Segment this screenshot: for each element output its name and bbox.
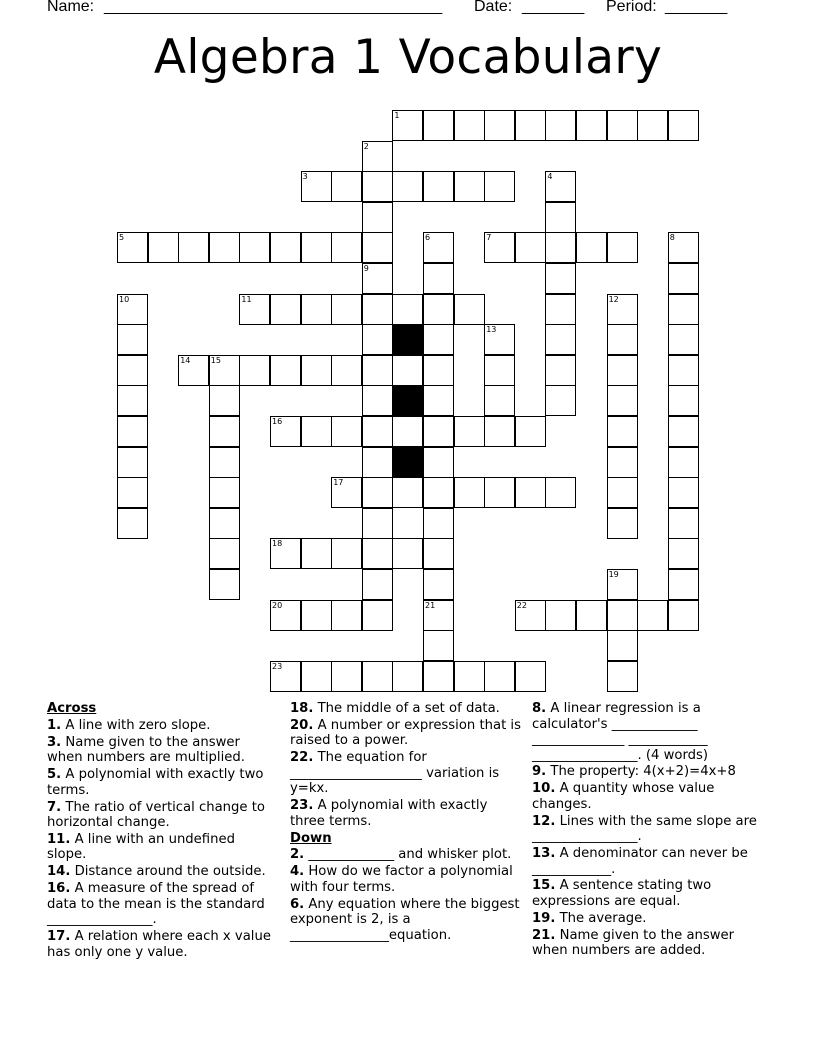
clue	[532, 928, 762, 959]
grid-cell[interactable]	[392, 416, 423, 447]
date-label: Date:	[474, 0, 513, 15]
grid-cell[interactable]	[607, 355, 638, 386]
clue-number: 23	[272, 661, 283, 671]
clue-number-label: 14.	[47, 864, 71, 880]
black-cell	[392, 385, 423, 416]
black-cell	[392, 324, 423, 355]
grid-cell[interactable]	[331, 538, 362, 569]
grid-cell[interactable]	[607, 232, 638, 263]
grid-cell[interactable]	[515, 232, 546, 263]
grid-cell[interactable]	[362, 477, 393, 508]
grid-cell[interactable]	[117, 416, 148, 447]
grid-cell[interactable]	[209, 385, 240, 416]
grid-cell[interactable]	[515, 477, 546, 508]
clue	[47, 800, 277, 831]
clue-number: 6	[425, 233, 431, 243]
clue-number: 4	[547, 172, 553, 182]
grid-cell[interactable]	[117, 508, 148, 539]
clue	[290, 847, 524, 863]
clue-number: 5	[119, 233, 125, 243]
grid-cell[interactable]	[423, 447, 454, 478]
student-info-header	[0, 0, 816, 20]
grid-cell[interactable]	[331, 600, 362, 631]
clue-text: The ratio of vertical change to horizontal change.	[47, 799, 265, 831]
clue-number-label: 7.	[47, 799, 62, 815]
grid-cell[interactable]	[239, 355, 270, 386]
clue-text: The property: 4(x+2)=4x+8	[550, 764, 736, 780]
grid-cell[interactable]	[362, 171, 393, 202]
grid-cell[interactable]	[117, 385, 148, 416]
clue-column-2	[290, 701, 524, 945]
clue-column-1	[47, 701, 277, 962]
grid-cell[interactable]	[362, 202, 393, 233]
grid-cell[interactable]	[331, 294, 362, 325]
clue-number-label: 10.	[532, 781, 556, 797]
clue	[290, 701, 524, 717]
grid-cell[interactable]	[454, 661, 485, 692]
grid-cell[interactable]	[668, 324, 699, 355]
grid-cell[interactable]	[362, 538, 393, 569]
grid-cell[interactable]	[301, 661, 332, 692]
clue	[290, 864, 524, 895]
grid-cell[interactable]	[423, 110, 454, 141]
grid-cell[interactable]	[270, 294, 301, 325]
grid-cell[interactable]	[607, 508, 638, 539]
grid-cell[interactable]	[607, 630, 638, 661]
grid-cell[interactable]	[331, 355, 362, 386]
grid-cell[interactable]	[362, 355, 393, 386]
grid-cell[interactable]	[545, 294, 576, 325]
grid-cell[interactable]	[423, 263, 454, 294]
clue	[47, 735, 277, 766]
grid-cell[interactable]	[484, 477, 515, 508]
grid-cell[interactable]	[392, 661, 423, 692]
grid-cell[interactable]	[668, 569, 699, 600]
grid-cell[interactable]	[423, 538, 454, 569]
grid-cell[interactable]	[545, 263, 576, 294]
clue	[290, 718, 524, 749]
clue-text: A line with zero slope.	[65, 717, 211, 733]
clue-number-label: 19.	[532, 910, 556, 926]
grid-cell[interactable]	[607, 600, 638, 631]
clue-text: A polynomial with exactly three terms.	[290, 798, 488, 829]
clue-text: Name given to the answer when numbers are multiplied.	[47, 734, 245, 766]
clue-number-label: 17.	[47, 929, 71, 945]
clue-text: The middle of a set of data.	[317, 701, 500, 716]
clue	[47, 929, 277, 960]
grid-cell[interactable]	[545, 232, 576, 263]
name-field[interactable]: ______________________________________	[104, 0, 443, 15]
grid-cell[interactable]	[668, 508, 699, 539]
grid-cell[interactable]	[209, 416, 240, 447]
grid-cell[interactable]	[423, 416, 454, 447]
grid-cell[interactable]	[545, 600, 576, 631]
clue-number: 2	[363, 141, 369, 151]
clue	[532, 846, 762, 877]
clue-text: A measure of the spread of data to the mean is the standard ________________.	[47, 881, 265, 928]
grid-cell[interactable]	[148, 232, 179, 263]
grid-cell[interactable]	[331, 171, 362, 202]
clue-number-label: 20.	[290, 717, 314, 733]
clue	[532, 701, 762, 763]
grid-cell[interactable]	[392, 355, 423, 386]
grid-cell[interactable]	[668, 600, 699, 631]
clue-number: 20	[272, 600, 283, 610]
clue-number-label: 9.	[532, 764, 547, 780]
grid-cell[interactable]	[362, 324, 393, 355]
clue-number: 9	[363, 264, 369, 273]
across-heading: Across	[47, 701, 97, 716]
grid-cell[interactable]	[392, 538, 423, 569]
grid-cell[interactable]	[668, 416, 699, 447]
grid-cell[interactable]	[607, 385, 638, 416]
clue-text: Distance around the outside.	[74, 864, 266, 880]
grid-cell[interactable]	[484, 661, 515, 692]
grid-cell[interactable]	[209, 447, 240, 478]
grid-cell[interactable]	[545, 477, 576, 508]
grid-cell[interactable]	[454, 477, 485, 508]
grid-cell[interactable]	[607, 324, 638, 355]
grid-cell[interactable]	[423, 385, 454, 416]
grid-cell[interactable]	[423, 630, 454, 661]
clue-number-label: 2.	[290, 847, 305, 863]
name-label: Name:	[47, 0, 95, 15]
grid-cell[interactable]	[362, 385, 393, 416]
grid-cell[interactable]	[545, 324, 576, 355]
grid-cell[interactable]	[209, 538, 240, 569]
grid-cell[interactable]	[576, 232, 607, 263]
clue	[47, 832, 277, 863]
grid-cell[interactable]	[423, 508, 454, 539]
grid-cell[interactable]	[209, 508, 240, 539]
grid-cell[interactable]	[392, 171, 423, 202]
clue-text: A sentence stating two expressions are equal.	[532, 878, 712, 909]
clue-text: A denominator can never be ____________.	[532, 846, 748, 877]
grid-cell[interactable]	[331, 661, 362, 692]
grid-cell[interactable]	[209, 569, 240, 600]
clue-number: 3	[302, 172, 308, 182]
clue-number-label: 16.	[47, 881, 71, 897]
grid-cell[interactable]	[484, 355, 515, 386]
grid-cell[interactable]	[637, 110, 668, 141]
date-field[interactable]: _______	[522, 0, 585, 15]
clue-number: 18	[272, 539, 283, 549]
clue-number: 14	[180, 355, 191, 365]
clue	[532, 764, 762, 780]
clue-number-label: 11.	[47, 831, 71, 847]
grid-cell[interactable]	[362, 294, 393, 325]
grid-cell[interactable]	[423, 477, 454, 508]
clue-number: 21	[425, 600, 436, 610]
grid-cell[interactable]	[117, 324, 148, 355]
grid-cell[interactable]	[270, 355, 301, 386]
period-label: Period:	[606, 0, 657, 15]
clue-number: 22	[516, 600, 527, 610]
grid-cell[interactable]	[454, 171, 485, 202]
grid-cell[interactable]	[545, 110, 576, 141]
clue-number-label: 15.	[532, 878, 556, 894]
clue	[532, 781, 762, 812]
grid-cell[interactable]	[331, 416, 362, 447]
clue	[47, 718, 277, 734]
clue-number-label: 21.	[532, 927, 556, 943]
clue	[290, 897, 524, 944]
grid-cell[interactable]	[362, 569, 393, 600]
clue-number-label: 8.	[532, 701, 547, 716]
clue-number-label: 6.	[290, 896, 305, 912]
grid-cell[interactable]	[362, 600, 393, 631]
clue-number-label: 18.	[290, 701, 314, 716]
grid-cell[interactable]	[576, 600, 607, 631]
grid-cell[interactable]	[239, 232, 270, 263]
clue-number-label: 23.	[290, 798, 314, 814]
grid-cell[interactable]	[209, 477, 240, 508]
clue-number-label: 4.	[290, 864, 305, 880]
clue-text: _____________ and whisker plot.	[308, 847, 512, 863]
clue-number: 17	[333, 478, 344, 488]
grid-cell[interactable]	[301, 416, 332, 447]
clue-text: A quantity whose value changes.	[532, 781, 715, 812]
grid-cell[interactable]	[392, 477, 423, 508]
clue	[532, 814, 762, 845]
grid-cell[interactable]	[545, 385, 576, 416]
grid-cell[interactable]	[515, 661, 546, 692]
clue-number-label: 22.	[290, 750, 314, 766]
grid-cell[interactable]	[454, 294, 485, 325]
grid-cell[interactable]	[423, 569, 454, 600]
clue	[47, 767, 277, 798]
grid-cell[interactable]	[117, 447, 148, 478]
clue-number: 15	[210, 355, 221, 365]
clue-text: A line with an undefined slope.	[47, 831, 235, 863]
grid-cell[interactable]	[178, 232, 209, 263]
grid-cell[interactable]	[423, 661, 454, 692]
grid-cell[interactable]	[484, 171, 515, 202]
clue-text: The equation for ____________________ variation is y=kx.	[290, 750, 500, 797]
clue-number: 7	[486, 233, 492, 243]
grid-cell[interactable]	[423, 171, 454, 202]
grid-cell[interactable]	[576, 110, 607, 141]
clue	[532, 878, 762, 909]
grid-cell[interactable]	[301, 232, 332, 263]
grid-cell[interactable]	[270, 232, 301, 263]
grid-cell[interactable]	[607, 661, 638, 692]
grid-cell[interactable]	[545, 202, 576, 233]
clue	[47, 864, 277, 880]
grid-cell[interactable]	[392, 294, 423, 325]
page-title: Algebra 1 Vocabulary	[153, 30, 663, 85]
grid-cell[interactable]	[637, 600, 668, 631]
clue	[532, 911, 762, 927]
down-heading: Down	[290, 830, 332, 846]
clue-number-label: 3.	[47, 734, 62, 750]
clue	[290, 798, 524, 829]
black-cell	[392, 447, 423, 478]
grid-cell[interactable]	[117, 477, 148, 508]
clue-number-label: 1.	[47, 717, 62, 733]
clue-number: 16	[272, 417, 283, 426]
grid-cell[interactable]	[545, 355, 576, 386]
period-field[interactable]: _______	[665, 0, 728, 15]
clue-number-label: 5.	[47, 767, 62, 783]
grid-cell[interactable]	[423, 324, 454, 355]
grid-cell[interactable]	[362, 661, 393, 692]
grid-cell[interactable]	[607, 110, 638, 141]
grid-cell[interactable]	[117, 355, 148, 386]
grid-cell[interactable]	[668, 355, 699, 386]
clue-text: Name given to the answer when numbers are added.	[532, 927, 735, 959]
grid-cell[interactable]	[668, 477, 699, 508]
clue-text: How do we factor a polynomial with four terms.	[290, 864, 513, 895]
clue-number: 13	[486, 325, 497, 335]
grid-cell[interactable]	[301, 600, 332, 631]
clue-number: 8	[669, 233, 675, 243]
clue-number: 10	[119, 294, 130, 304]
grid-cell[interactable]	[423, 355, 454, 386]
clue-number: 12	[608, 294, 619, 304]
grid-cell[interactable]	[454, 416, 485, 447]
grid-cell[interactable]	[362, 447, 393, 478]
grid-cell[interactable]	[668, 294, 699, 325]
grid-cell[interactable]	[454, 110, 485, 141]
clue	[47, 881, 277, 928]
grid-cell[interactable]	[668, 538, 699, 569]
clue-text: A relation where each x value has only one y value.	[47, 929, 271, 960]
grid-cell[interactable]	[515, 110, 546, 141]
grid-cell[interactable]	[301, 355, 332, 386]
clue-text: Any equation where the biggest exponent is 2, is a _______________equation.	[290, 896, 520, 943]
grid-cell[interactable]	[301, 538, 332, 569]
clue-column-3	[532, 701, 762, 960]
grid-cell[interactable]	[209, 232, 240, 263]
grid-cell[interactable]	[301, 294, 332, 325]
grid-cell[interactable]	[362, 232, 393, 263]
grid-cell[interactable]	[607, 416, 638, 447]
grid-cell[interactable]	[423, 294, 454, 325]
clue-text: A number or expression that is raised to a power.	[290, 717, 521, 749]
clue-text: The average.	[559, 910, 647, 926]
grid-cell[interactable]	[668, 447, 699, 478]
grid-cell[interactable]	[331, 232, 362, 263]
grid-cell[interactable]	[668, 110, 699, 141]
clue-number: 1	[394, 111, 400, 120]
grid-cell[interactable]	[607, 477, 638, 508]
grid-cell[interactable]	[484, 416, 515, 447]
clue-number-label: 12.	[532, 813, 556, 829]
clue-number: 19	[608, 570, 619, 579]
grid-cell[interactable]	[607, 447, 638, 478]
grid-cell[interactable]	[515, 416, 546, 447]
grid-cell[interactable]	[484, 385, 515, 416]
grid-cell[interactable]	[668, 385, 699, 416]
clue-number: 11	[241, 294, 252, 304]
clue-number-label: 13.	[532, 846, 556, 862]
grid-cell[interactable]	[362, 508, 393, 539]
clue-text: Lines with the same slope are ________________.	[532, 813, 757, 845]
grid-cell[interactable]	[668, 263, 699, 294]
grid-cell[interactable]	[484, 110, 515, 141]
grid-cell[interactable]	[362, 416, 393, 447]
clue-text: A linear regression is a calculator's _____________ ______________ ____________ ________________. (4 words)	[532, 701, 709, 763]
clue	[290, 750, 524, 797]
clue-text: A polynomial with exactly two terms.	[47, 767, 264, 798]
